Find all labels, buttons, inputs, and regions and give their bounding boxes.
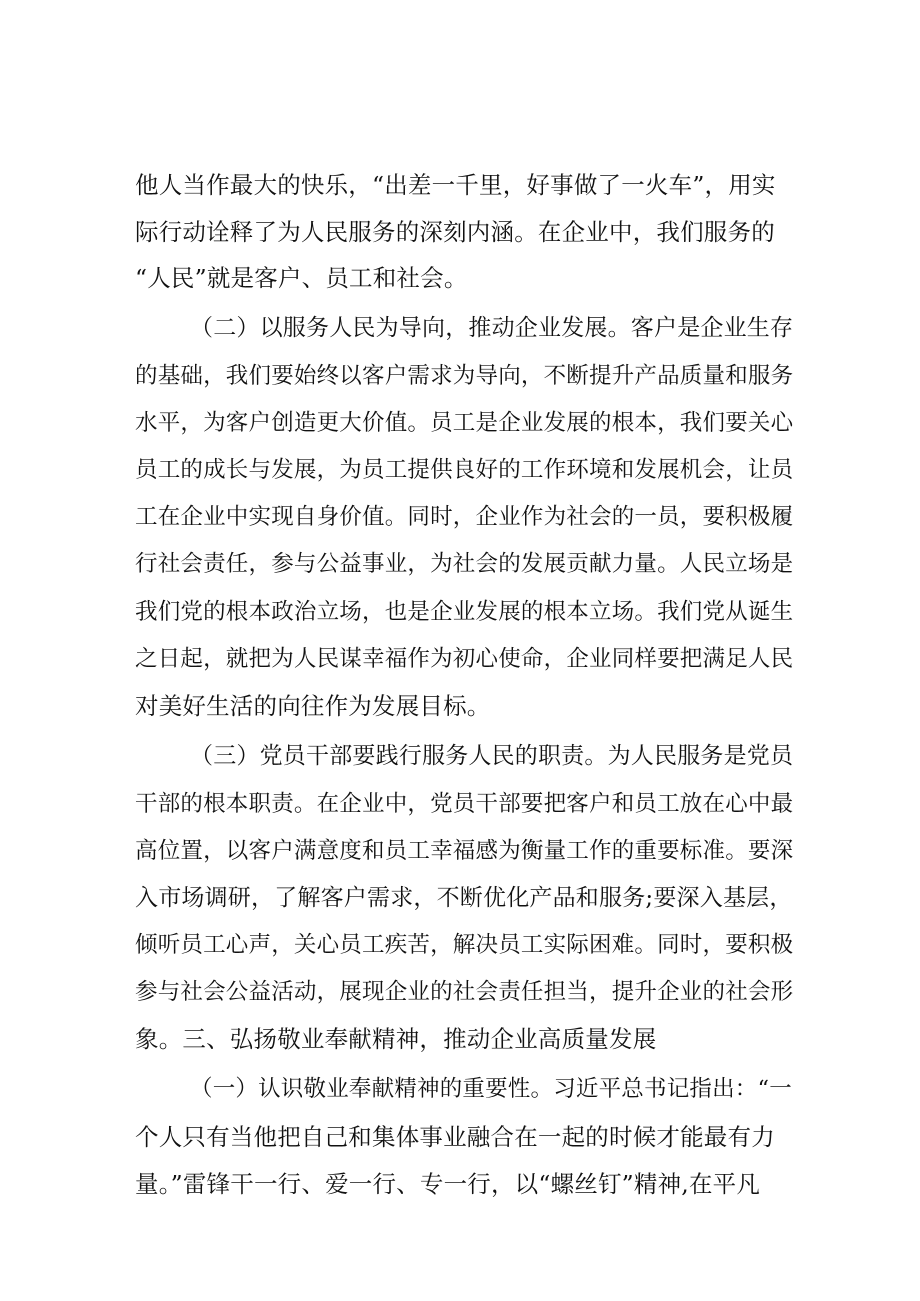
text-line: 我们党的根本政治立场，也是企业发展的根本立场。我们党从诞生 [135,599,794,625]
text-line: 的基础，我们要始终以客户需求为导向，不断提升产品质量和服务 [135,363,794,389]
paragraph-heading-line: （二）以服务人民为导向，推动企业发展。客户是企业生存 [190,315,794,341]
paragraph-heading-line: （三）党员干部要践行服务人民的职责。为人民服务是党员 [190,743,794,769]
text-line: 参与社会公益活动，展现企业的社会责任担当，提升企业的社会形 [135,979,794,1005]
text-line: “人民”就是客户、员工和社会。 [135,264,468,292]
text-line: 量。”雷锋干一行、爱一行、专一行，以“螺丝钉”精神,在平凡 [135,1170,761,1198]
text-line: 个人只有当他把自己和集体事业融合在一起的时候才能最有力 [135,1123,775,1151]
text-line: 倾听员工心声，关心员工疾苦，解决员工实际困难。同时，要积极 [135,932,794,958]
text-line: 干部的根本职责。在企业中，党员干部要把客户和员工放在心中最 [135,791,794,817]
text-line: 水平，为客户创造更大价值。员工是企业发展的根本，我们要关心 [135,410,794,436]
text-line: 际行动诠释了为人民服务的深刻内涵。在企业中，我们服务的 [135,218,775,246]
text-line: 他人当作最大的快乐，“出差一千里，好事做了一火车”，用实 [135,171,776,199]
text-line: 员工的成长与发展，为员工提供良好的工作环境和发展机会，让员 [135,457,794,483]
text-line: 高位置，以客户满意度和员工幸福感为衡量工作的重要标准。要深 [135,838,794,864]
text-line: 行社会责任，参与公益事业，为社会的发展贡献力量。人民立场是 [135,551,794,577]
text-line: 之日起，就把为人民谋幸福作为初心使命，企业同样要把满足人民 [135,646,794,672]
text-line: 对美好生活的向往作为发展目标。 [135,692,491,720]
text-line: 象。三、弘扬敬业奉献精神，推动企业高质量发展 [135,1025,657,1053]
text-line: 工在企业中实现自身价值。同时，企业作为社会的一员，要积极履 [135,504,794,530]
text-line: 入市场调研，了解客户需求，不断优化产品和服务;要深入基层， [135,885,793,911]
paragraph-heading-line: （一）认识敬业奉献精神的重要性。习近平总书记指出：“一 [190,1076,792,1102]
